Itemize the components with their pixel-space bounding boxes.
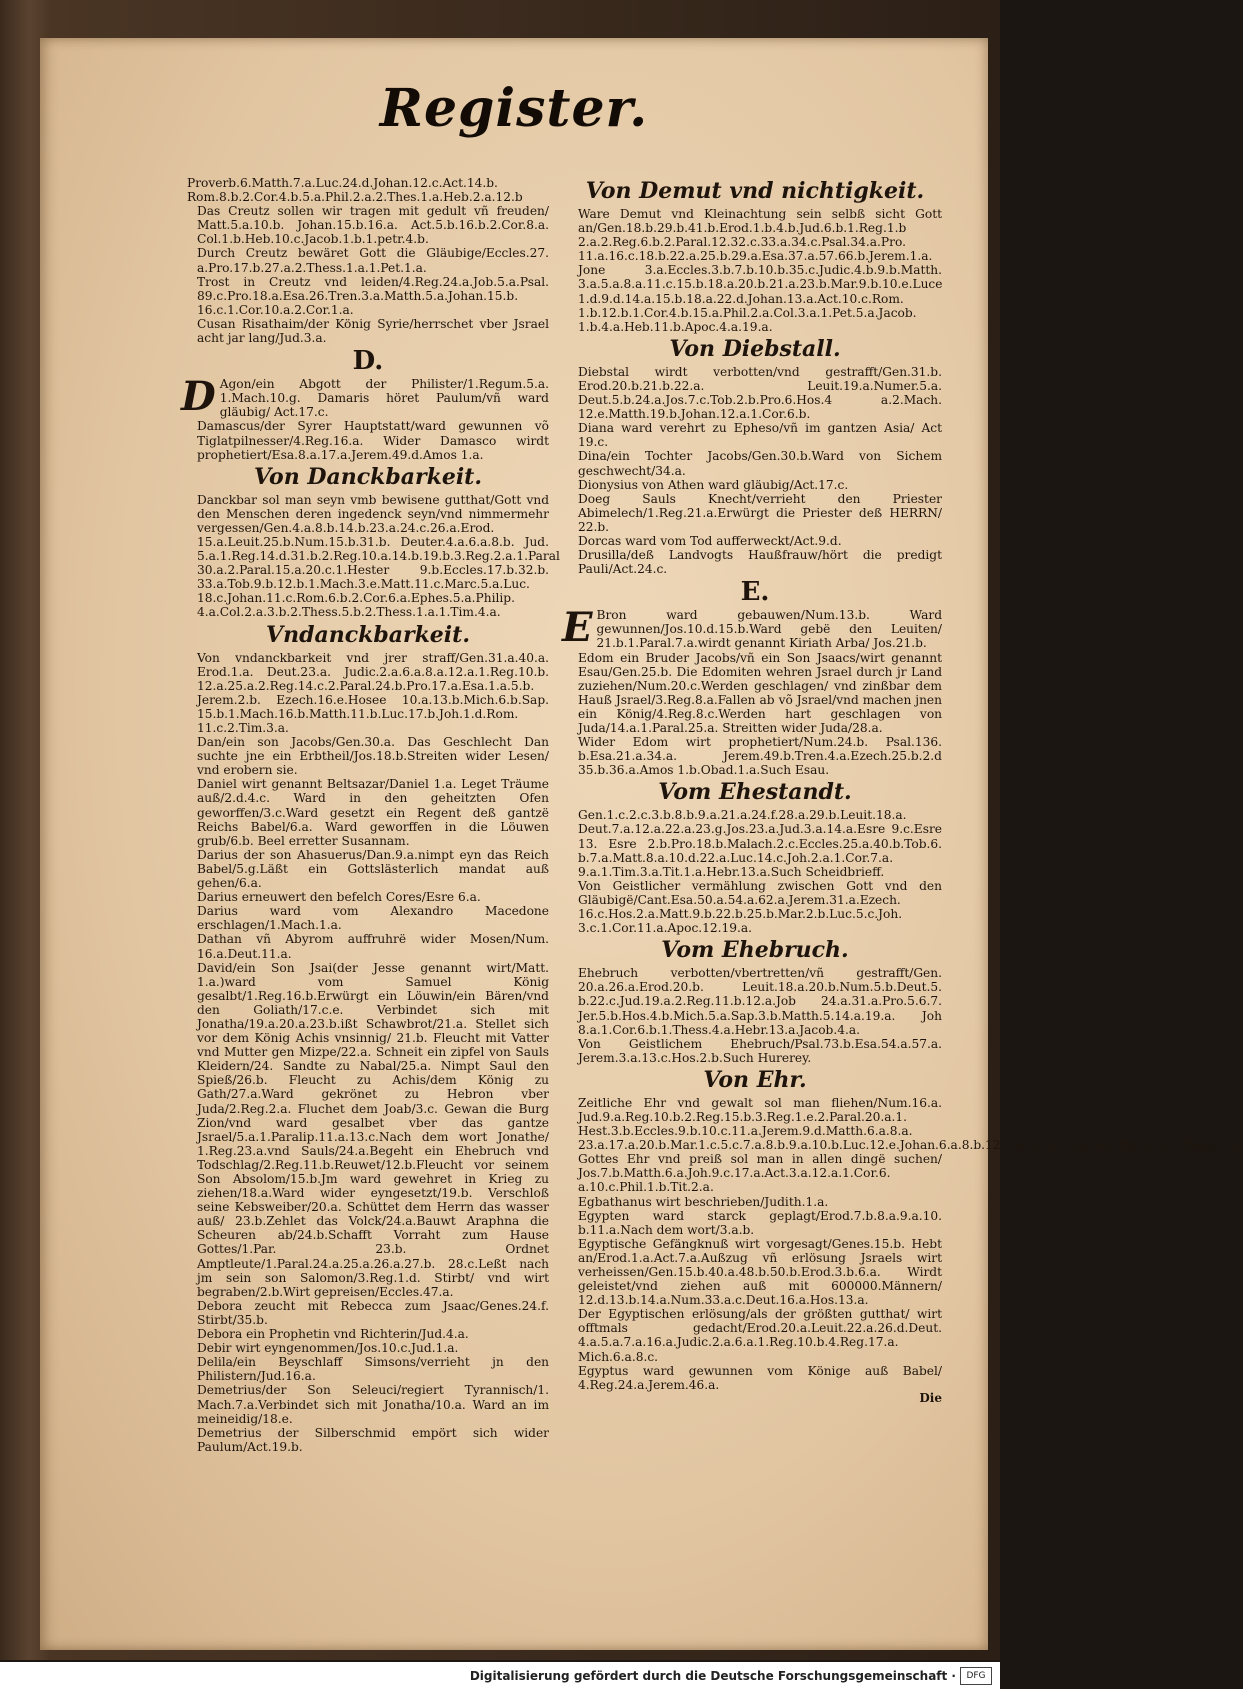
section-heading: Von Diebstall. bbox=[669, 335, 841, 362]
index-entry: Delila/ein Beyschlaff Simsons/verrieht jn den Philistern/Jud.16.a. bbox=[197, 1355, 549, 1384]
index-entry: Damascus/der Syrer Hauptstatt/ward gewunnen võ Tiglatpilnesser/4.Reg.16.a. Wider Damasco wirdt prophetiert/Esa.8.a.17.a.Jerem.49.d.Amos 1.a. bbox=[197, 419, 549, 462]
index-entry: Der Egyptischen erlösung/als der größten gutthat/ wirt offtmals gedacht/Erod.20.a.Leuit.22.a.26.d.Deut. 4.a.5.a.7.a.16.a.Judic.2.a.6.a.1.Reg.10.b.4.Reg.17.a. Mich.6.a.8.c. bbox=[578, 1307, 942, 1364]
section-heading: Von Danckbarkeit. bbox=[254, 463, 482, 490]
index-entry: Dorcas ward vom Tod aufferweckt/Act.9.d. bbox=[578, 533, 842, 548]
index-entry: Doeg Sauls Knecht/verrieht den Priester Abimelech/1.Reg.21.a.Erwürgt die Priester deß HERRN/ 22.b. bbox=[578, 491, 942, 534]
entry-text: Agon/ein Abgott der Philister/1.Regum.5.a. 1.Mach.10.g. Damaris höret Paulum/vñ ward gläubig/ Act.17.c. bbox=[219, 377, 549, 420]
index-entry: Dathan vñ Abyrom auffruhrë wider Mosen/Num. 16.a.Deut.11.a. bbox=[197, 932, 549, 961]
index-entry: Durch Creutz bewäret Gott die Gläubige/Eccles.27. a.Pro.17.b.27.a.2.Thess.1.a.1.Pet.1.a. bbox=[197, 246, 549, 275]
index-entry: Daniel wirt genannt Beltsazar/Daniel 1.a. Leget Träume auß/2.d.4.c. Ward in den geheitzten Ofen geworffen/3.c.Ward gesetzt ein Regent deß gantzë Reichs Babel/6.a. Ward geworffen in die Löuwen grub/6.b. Beel erretter Susannam. bbox=[197, 777, 549, 848]
page-title: Register. bbox=[379, 78, 649, 139]
letter-heading: E. bbox=[740, 577, 770, 608]
entry-text: Bron ward gebauwen/Num.13.b. Ward gewunnen/Jos.10.d.15.b.Ward gebë den Leuiten/ 21.b.1.Paral.7.a.wirdt genannt Kiriath Arba/ Jos.21.b. bbox=[596, 608, 942, 651]
index-entry: Zeitliche Ehr vnd gewalt sol man fliehen/Num.16.a. Jud.9.a.Reg.10.b.2.Reg.15.b.3.Reg.1.e.2.Paral.20.a.1. Hest.3.b.Eccles.9.b.10.c.11.a.Jerem.9.d.Matth.6.a.8.a. 23.a.17.a.20.b.Mar.1.c.5.c.7.a.8.b.9.a.10.b.Luc.12.e.Johan.6.a.8.b.12.d.Act.10.c.Gal.6.a.Phil.2.a.1.Thess.2.a. bbox=[578, 1095, 1243, 1153]
index-entry: Egypten ward starck geplagt/Erod.7.b.8.a.9.a.10. b.11.a.Nach dem wort/3.a.b. bbox=[578, 1208, 942, 1237]
index-entry: Wider Edom wirt prophetiert/Num.24.b. Psal.136. b.Esa.21.a.34.a. Jerem.49.b.Tren.4.a.Ezech.25.b.2.d 35.b.36.a.Amos 1.b.Obad.1.a.Such Esau. bbox=[578, 735, 942, 778]
index-entry: Demetrius/der Son Seleuci/regiert Tyrannisch/1. Mach.7.a.Verbindet sich mit Jonatha/10.a. Ward an im meineidig/18.e. bbox=[197, 1383, 549, 1426]
index-entry: Ware Demut vnd Kleinachtung sein selbß sicht Gott an/Gen.18.b.29.b.41.b.Erod.1.b.4.b.Jud.6.b.1.Reg.1.b 2.a.2.Reg.6.b.2.Paral.12.32.c.33.a.34.c.Psal.34.a.Pro. 11.a.16.c.18.b.22.a.25.b.29.a.Esa.37.a.57.66.b.Jerem.1.a. Jone 3.a.Eccles.3.b.7.b.10.b.35.c.Judic.4.b.9.b.Matth. 3.a.5.a.8.a.11.c.15.b.18.a.20.b.21.a.23.b.Mar.9.b.10.e.Luce 1.d.9.d.14.a.15.b.18.a.22.d.Johan.13.a.Act.10.c.Rom. 1.b.12.b.1.Cor.4.b.15.a.Phil.2.a.Col.3.a.1.Pet.5.a.Jacob. 1.b.4.a.Heb.11.b.Apoc.4.a.19.a. bbox=[578, 207, 943, 334]
index-entry: Darius erneuwert den befelch Cores/Esre 6.a. bbox=[197, 890, 481, 905]
index-entry: Von vndanckbarkeit vnd jrer straff/Gen.31.a.40.a. Erod.1.a. Deut.23.a. Judic.2.a.6.a.8.a.12.a.1.Reg.10.b. 12.a.25.a.2.Reg.14.c.2.Paral.24.b.Pro.17.a.Esa.1.a.5.b. Jerem.2.b. Ezech.16.e.Hosee 10.a.13.b.Mich.6.b.Sap. 15.b.1.Mach.16.b.Matth.11.b.Luc.17.b.Joh.1.d.Rom. 11.c.2.Tim.3.a. bbox=[197, 650, 549, 735]
index-entry: Drusilla/deß Landvogts Haußfrauw/hört die predigt Pauli/Act.24.c. bbox=[578, 548, 942, 577]
index-entry: Debora ein Prophetin vnd Richterin/Jud.4.a. bbox=[197, 1327, 469, 1342]
index-entry: Von Geistlichem Ehebruch/Psal.73.b.Esa.54.a.57.a. Jerem.3.a.13.c.Hos.2.b.Such Hurerey. bbox=[578, 1036, 942, 1065]
index-entry: Gen.1.c.2.c.3.b.8.b.9.a.21.a.24.f.28.a.29.b.Leuit.18.a. Deut.7.a.12.a.22.a.23.g.Jos.23.a.Jud.3.a.14.a.Esre 9.c.Esre 13. Esre 2.b.Pro.18.b.Malach.2.c.Eccles.25.a.40.b.Tob.6. b.7.a.Matt.8.a.10.d.22.a.Luc.14.c.Joh.2.a.1.Cor.7.a. 9.a.1.Tim.3.a.Tit.1.a.Hebr.13.a.Such Scheidbrieff. bbox=[578, 808, 942, 879]
index-entry: Diana ward verehrt zu Epheso/vñ im gantzen Asia/ Act 19.c. bbox=[578, 421, 942, 450]
book-page bbox=[40, 38, 1243, 1650]
drop-cap: D bbox=[181, 373, 216, 421]
index-entry: Ehebruch verbotten/vbertretten/vñ gestrafft/Gen. 20.a.26.a.Erod.20.b. Leuit.18.a.20.b.Num.5.b.Deut.5. b.22.c.Jud.19.a.2.Reg.11.b.12.a.Job 24.a.31.a.Pro.5.6.7. Jer.5.b.Hos.4.b.Mich.5.a.Sap.3.b.Matth.5.14.a.19.a. Joh 8.a.1.Cor.6.b.1.Thess.4.a.Hebr.13.a.Jacob.4.a. bbox=[578, 966, 942, 1037]
index-entry bbox=[562, 604, 942, 652]
index-entry: Debir wirt eyngenommen/Jos.10.c.Jud.1.a. bbox=[197, 1341, 459, 1356]
letter-heading: D. bbox=[352, 346, 384, 377]
index-entry: David/ein Son Jsai(der Jesse genannt wirt/Matt. 1.a.)ward vom Samuel König gesalbt/1.Reg.16.b.Erwürgt ein Löuwin/ein Bären/vnd den Goliath/17.c.e. Verbindet sich mit Jonatha/19.a.20.a.23.b.ißt Schawbrot/21.a. Stellet sich vor dem König Achis vnsinnig/ 21.b. Fleucht mit Vatter vnd Mutter gen Mizpe/22.a. Schneit ein zipfel von Sauls Kleidern/24. Sandte zu Nabal/25.a. Nimpt Saul den Spieß/26.b. Fleucht zu Achis/dem König zu Gath/27.a.Ward gekrönet zu Hebron vber Juda/2.Reg.2.a. Fluchet dem Joab/3.c. Gewan die Burg Zion/vnd ward gesalbet vber das gantze Jsrael/5.a.1.Paralip.11.a.13.c.Nach dem wort Jonathe/ 1.Reg.23.a.vnd Sauls/24.a.Begeht ein Ehebruch vnd Todschlag/2.Reg.11.b.Reuwet/12.b.Fleucht vor seinem Son Absolom/15.b.Jm ward gewehret in Krieg zu ziehen/18.a.Ward wider eyngesetzt/19.b. Verschloß seine Kebsweiber/20.a. Schüttet dem Herrn das wasser auß/ 23.b.Zehlet das Volck/24.a.Bauwt Araphna die Scheuren ab/24.b.Schafft Vorraht zum Hause Gottes/1.Par. 23.b. Ordnet Amptleute/1.Paral.24.a.25.a.26.a.27.b. 28.c.Leßt nach jm sein son Salomon/3.Reg.1.d. Stirbt/ vnd wirt begraben/2.b.Wirt gepreisen/Eccles.47.a. bbox=[197, 960, 549, 1299]
index-entry: Das Creutz sollen wir tragen mit gedult vñ freuden/ Matt.5.a.10.b. Johan.15.b.16.a. Act.5.b.16.b.2.Cor.8.a. Col.1.b.Heb.10.c.Jacob.1.b.1.petr.4.b. bbox=[197, 204, 549, 247]
index-entry: Cusan Risathaim/der König Syrie/herrschet vber Jsrael acht jar lang/Jud.3.a. bbox=[197, 316, 549, 346]
right-column bbox=[562, 176, 1243, 1392]
index-entry: Debora zeucht mit Rebecca zum Jsaac/Genes.24.f. Stirbt/35.b. bbox=[197, 1298, 549, 1327]
index-entry: Darius der son Ahasuerus/Dan.9.a.nimpt eyn das Reich Babel/5.g.Läßt ein Gottslästerlich mandat auß gehen/6.a. bbox=[197, 847, 549, 891]
left-column bbox=[181, 176, 560, 1454]
catchword: Die bbox=[919, 1391, 942, 1405]
drop-cap: E bbox=[562, 604, 593, 652]
funding-note: Digitalisierung gefördert durch die Deutsche Forschungsgemeinschaft · bbox=[469, 1669, 956, 1683]
index-entry: Danckbar sol man seyn vmb bewisene gutthat/Gott vnd den Menschen deren ingedenck seyn/vnd nimmermehr vergessen/Gen.4.a.8.b.14.b.23.a.24.c.26.a.Erod. 15.a.Leuit.25.b.Num.15.b.31.b. Deuter.4.a.6.a.8.b. Jud. 5.a.1.Reg.14.d.31.b.2.Reg.10.a.14.b.19.b.3.Reg.2.a.1.Paral 30.a.2.Paral.15.a.20.c.1.Hester 9.b.Eccles.17.b.32.b. 33.a.Tob.9.b.12.b.1.Mach.3.e.Matt.11.c.Marc.5.a.Luc. 18.c.Johan.11.c.Rom.6.b.2.Cor.6.a.Ephes.5.a.Philip. 4.a.Col.2.a.3.b.2.Thess.5.b.2.Thess.1.a.1.Tim.4.a. bbox=[197, 492, 560, 620]
section-heading: Von Demut vnd nichtigkeit. bbox=[585, 178, 925, 204]
index-entry: Edom ein Bruder Jacobs/vñ ein Son Jsaacs/wirt genannt Esau/Gen.25.b. Die Edomiten wehren Jsrael durch jr Land zuziehen/Num.20.c.Werden geschlagen/ vnd zinßbar dem Hauß Jsrael/3.Reg.8.a.Fallen ab võ Jsrael/vnd machen jnen ein König/4.Reg.8.c.Werden hart geschlagen von Juda/14.a.1.Paral.25.a. Streitten wider Juda/28.a. bbox=[578, 650, 942, 735]
index-entry: Dina/ein Tochter Jacobs/Gen.30.b.Ward von Sichem geschwecht/34.a. bbox=[578, 449, 942, 478]
section-heading: Von Ehr. bbox=[703, 1066, 807, 1093]
index-entry: Dan/ein son Jacobs/Gen.30.a. Das Geschlecht Dan suchte jne ein Erbtheil/Jos.18.b.Streiten wider Lesen/ vnd erobern sie. bbox=[197, 735, 549, 778]
index-entry: Gottes Ehr vnd preiß sol man in allen dingë suchen/ Jos.7.b.Matth.6.a.Joh.9.c.17.a.Act.3.a.12.a.1.Cor.6. a.10.c.Phil.1.b.Tit.2.a. bbox=[578, 1152, 942, 1195]
index-entry: Proverb.6.Matth.7.a.Luc.24.d.Johan.12.c.Act.14.b. Rom.8.b.2.Cor.4.b.5.a.Phil.2.a.2.Thes.1.a.Heb.2.a.12.b bbox=[187, 176, 523, 205]
section-heading: Vom Ehebruch. bbox=[661, 937, 849, 964]
section-heading: Vom Ehestandt. bbox=[658, 779, 852, 806]
index-entry: Egbathanus wirt beschrieben/Judith.1.a. bbox=[578, 1194, 829, 1209]
index-entry: Egyptus ward gewunnen vom Könige auß Babel/ 4.Reg.24.a.Jerem.46.a. bbox=[578, 1363, 942, 1392]
dfg-logo: DFG bbox=[960, 1667, 992, 1685]
index-entry: Dionysius von Athen ward gläubig/Act.17.c. bbox=[578, 477, 849, 492]
section-heading: Vndanckbarkeit. bbox=[266, 621, 470, 648]
index-entry: Von Geistlicher vermählung zwischen Gott vnd den Gläubigë/Cant.Esa.50.a.54.a.62.a.Jerem.31.a.Ezech. 16.c.Hos.2.a.Matt.9.b.22.b.25.b.Mar.2.b.Luc.5.c.Joh. 3.c.1.Cor.11.a.Apoc.12.19.a. bbox=[578, 878, 942, 936]
index-entry: Trost in Creutz vnd leiden/4.Reg.24.a.Job.5.a.Psal. 89.c.Pro.18.a.Esa.26.Tren.3.a.Matth.5.a.Johan.15.b. 16.c.1.Cor.10.a.2.Cor.1.a. bbox=[197, 274, 549, 317]
index-entry: Egyptische Gefängknuß wirt vorgesagt/Genes.15.b. Hebt an/Erod.1.a.Act.7.a.Außzug vñ erlösung Jsraels wirt verheissen/Gen.15.b.40.a.48.b.50.b.Erod.3.b.6.a. Wirdt geleistet/vnd ziehen auß mit 600000.Männern/ 12.d.13.b.14.a.Num.33.a.c.Deut.16.a.Hos.13.a. bbox=[578, 1236, 942, 1308]
index-entry: Demetrius der Silberschmid empört sich wider Paulum/Act.19.b. bbox=[197, 1425, 549, 1454]
footer-bar bbox=[0, 1662, 1000, 1689]
index-entry: Darius ward vom Alexandro Macedone erschlagen/1.Mach.1.a. bbox=[197, 904, 549, 933]
index-entry: Diebstal wirdt verbotten/vnd gestrafft/Gen.31.b. Erod.20.b.21.b.22.a. Leuit.19.a.Numer.5.a. Deut.5.b.24.a.Jos.7.c.Tob.2.b.Pro.6.Hos.4 a.2.Mach. 12.e.Matth.19.b.Johan.12.a.1.Cor.6.b. bbox=[578, 364, 942, 422]
index-entry bbox=[181, 373, 549, 421]
